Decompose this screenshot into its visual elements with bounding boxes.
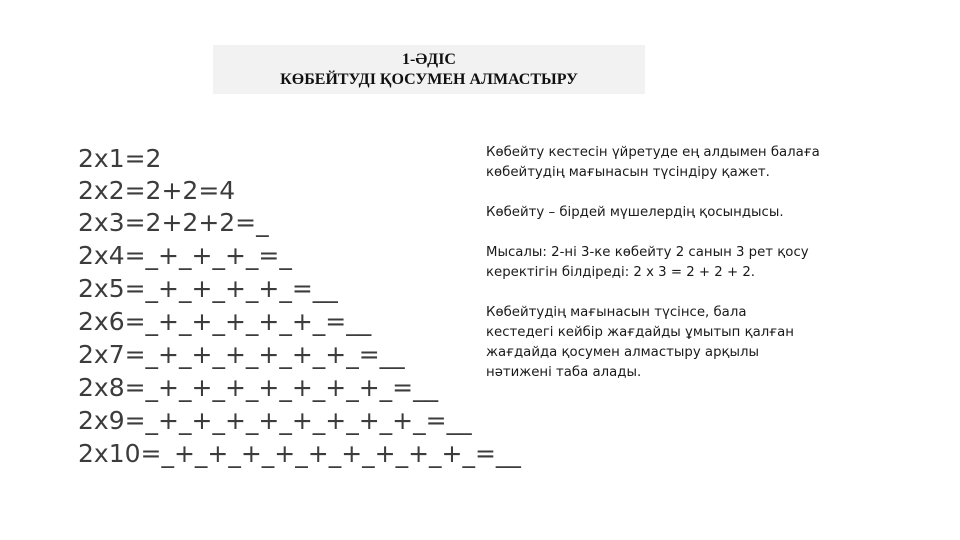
slide-title-box	[213, 45, 645, 94]
table-row: 2x6=_+_+_+_+_+_=__	[78, 307, 372, 336]
table-row: 2x7=_+_+_+_+_+_+_=__	[78, 340, 405, 369]
table-row: 2x1=2	[78, 144, 162, 173]
table-row: 2x5=_+_+_+_+_=__	[78, 274, 338, 303]
table-row: 2x3=2+2+2=_	[78, 208, 269, 237]
table-row: 2x8=_+_+_+_+_+_+_+_=__	[78, 373, 439, 402]
text-line: нәтижені таба алады.	[486, 365, 642, 380]
text-line: Көбейту – бірдей мүшелердің қосындысы.	[486, 205, 784, 220]
table-row: 2x10=_+_+_+_+_+_+_+_+_+_=__	[78, 439, 521, 468]
table-row: 2x4=_+_+_+_=_	[78, 241, 292, 270]
text-line: кестедегі кейбір жағдайды ұмытып қалған	[486, 325, 794, 340]
text-line: Көбейтудің мағынасын түсінсе, бала	[486, 305, 747, 320]
text-line: көбейтудің мағынасын түсіндіру қажет.	[486, 165, 770, 180]
text-line: Мысалы: 2-ні 3-ке көбейту 2 санын 3 рет қосу	[486, 245, 809, 260]
table-row: 2x2=2+2=4	[78, 176, 236, 205]
paragraph-intro	[486, 143, 886, 183]
paragraph-example	[486, 243, 886, 283]
text-line: керектігін білдіреді: 2 х 3 = 2 + 2 + 2.	[486, 265, 756, 280]
explanation-text	[486, 143, 886, 403]
paragraph-conclusion	[486, 303, 886, 383]
title-method-number: 1-ӘДІС	[402, 51, 456, 68]
multiplication-table-image	[78, 144, 521, 475]
paragraph-definition	[486, 203, 886, 223]
text-line: Көбейту кестесін үйретуде ең алдымен балаға	[486, 145, 820, 160]
table-row: 2x9=_+_+_+_+_+_+_+_+_=__	[78, 406, 472, 435]
text-line: жағдайда қосумен алмастыру арқылы	[486, 345, 760, 360]
title-method-name: КӨБЕЙТУДІ ҚОСУМЕН АЛМАСТЫРУ	[280, 71, 578, 88]
